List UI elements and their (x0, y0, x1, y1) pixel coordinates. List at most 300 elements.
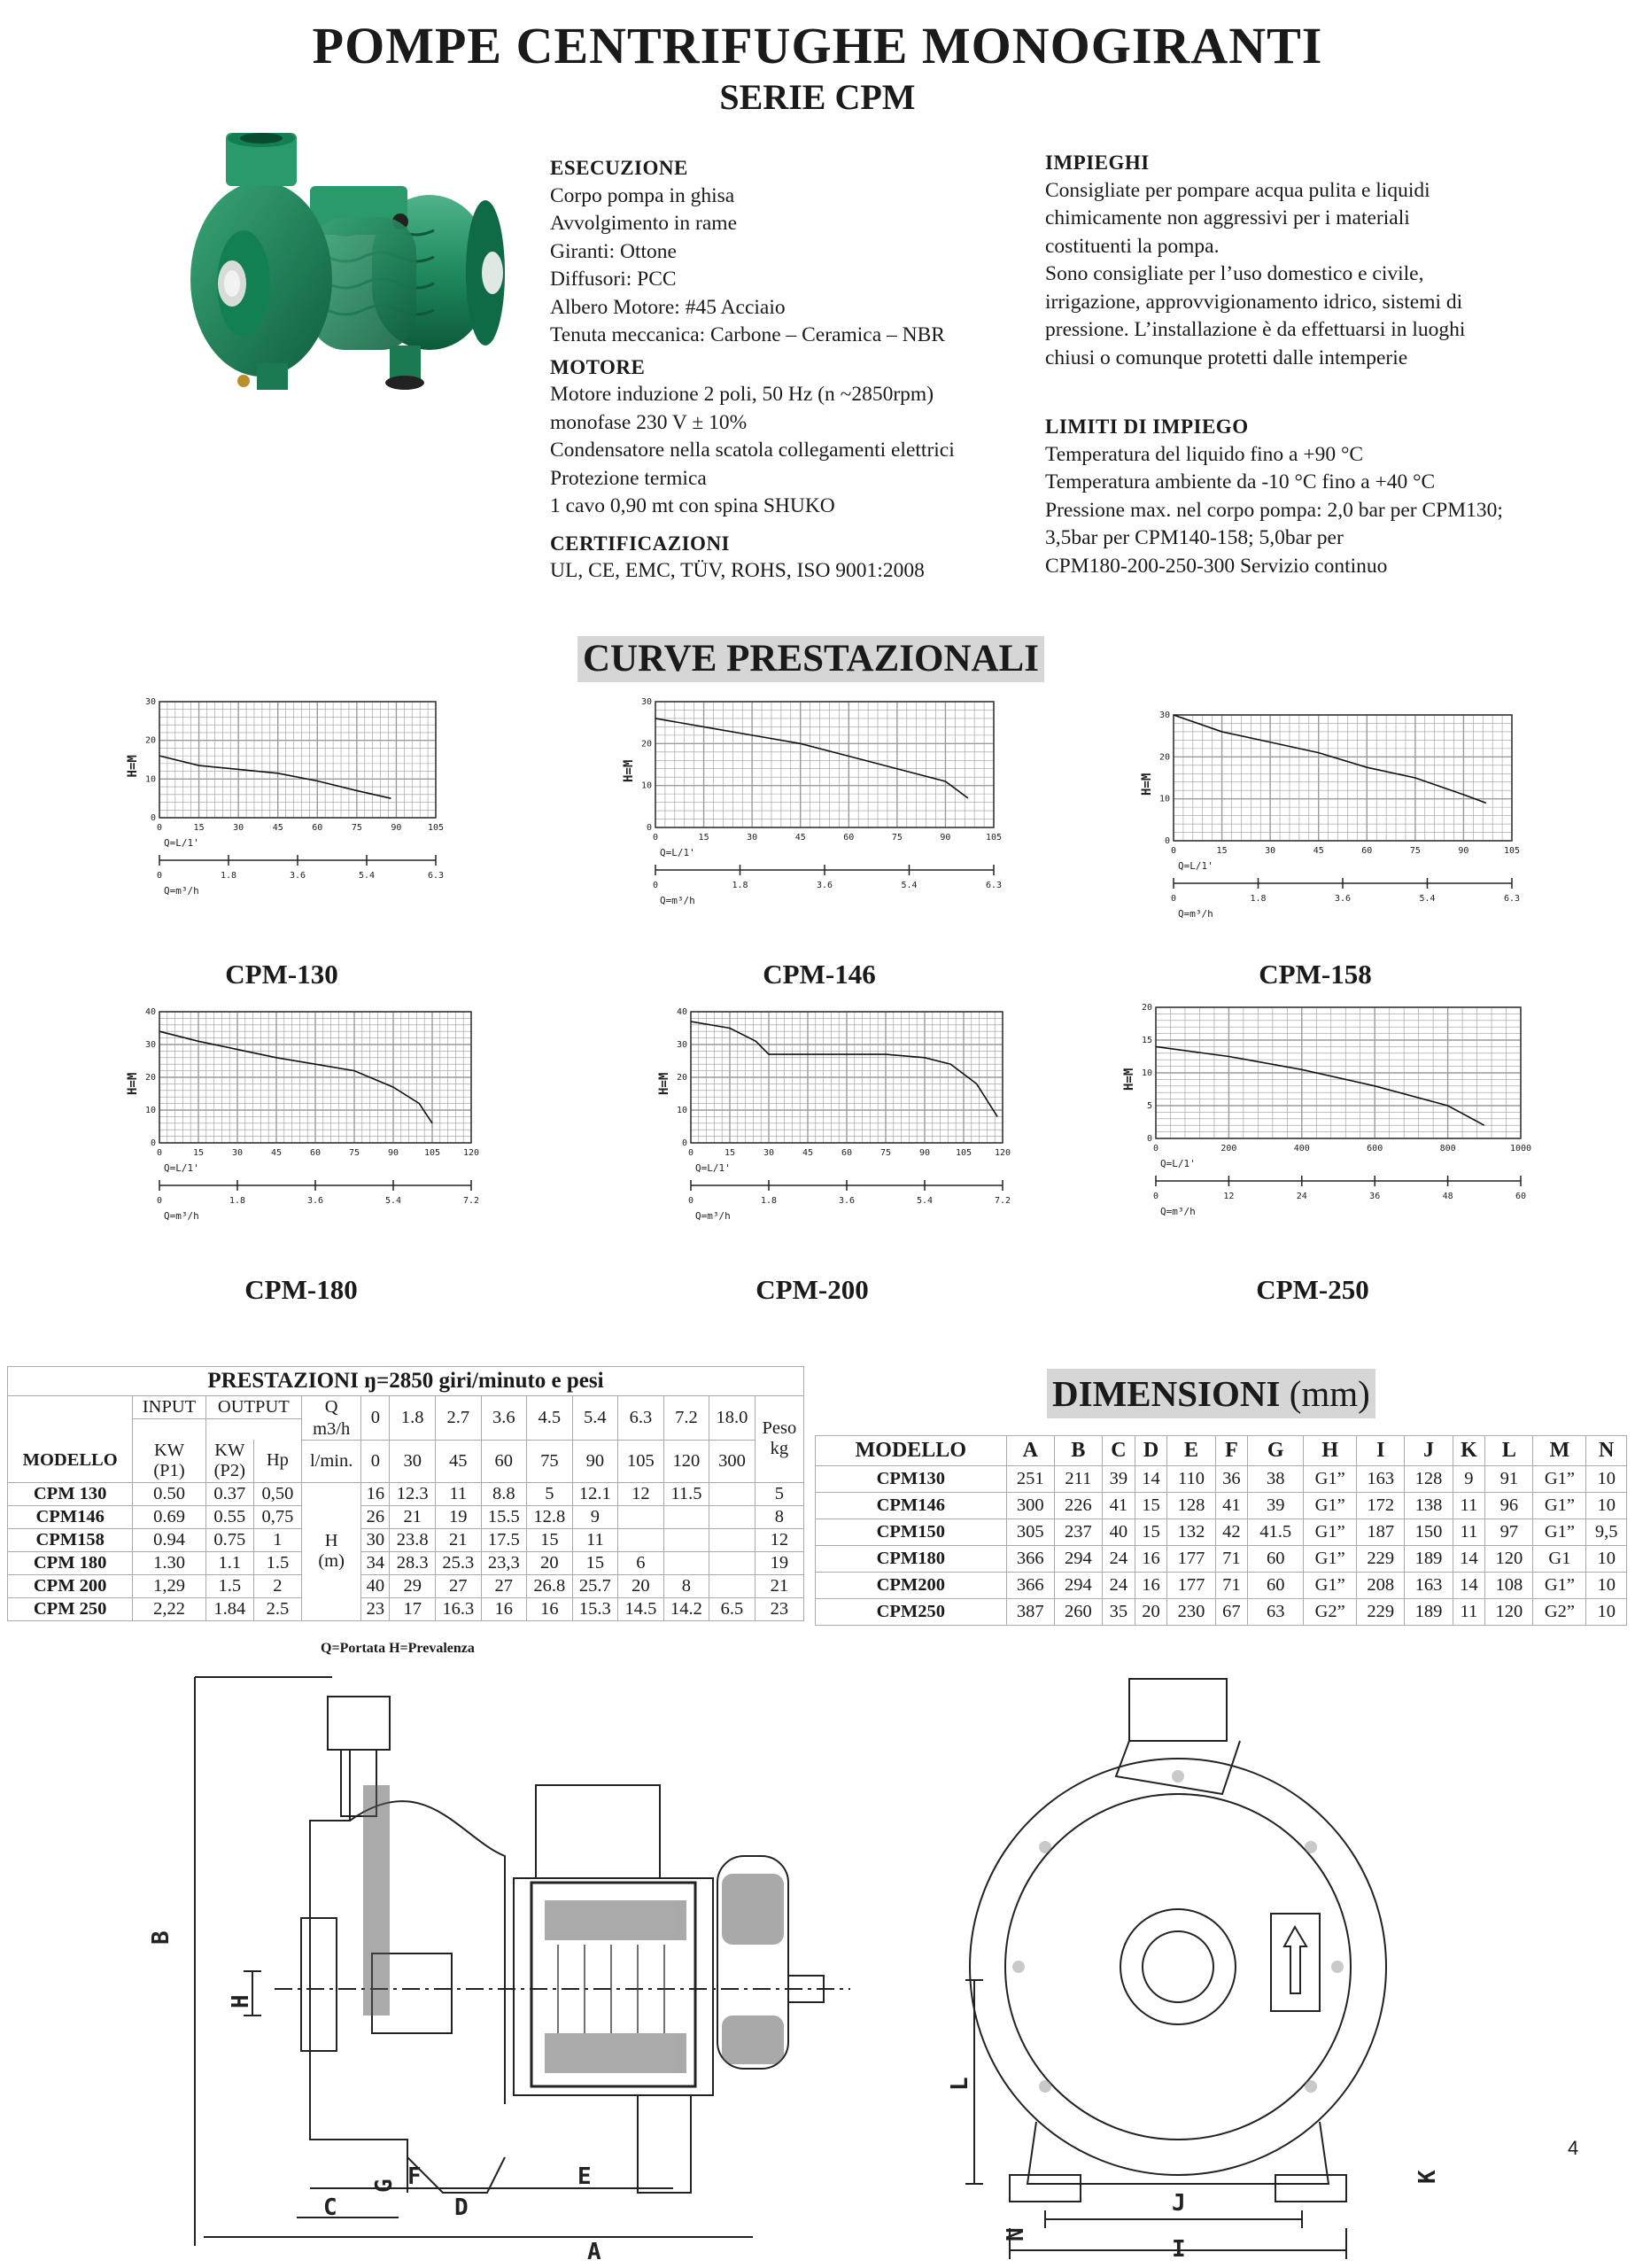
x2-tick-label: 3.6 (816, 881, 833, 890)
dimension-cell: 60 (1248, 1546, 1304, 1573)
page-subtitle: SERIE CPM (719, 77, 916, 117)
table-row (816, 1573, 1627, 1599)
dimension-cell: 42 (1215, 1519, 1248, 1546)
dimension-cell: 208 (1357, 1573, 1405, 1599)
head-cell: 14.5 (618, 1597, 664, 1620)
head-cell (663, 1505, 709, 1528)
limiti-line: CPM180-200-250-300 Servizio continuo (1045, 554, 1388, 578)
x-tick-label: 75 (351, 823, 362, 833)
dimensions-header-cell: F (1215, 1436, 1248, 1466)
dimension-cell: 128 (1167, 1493, 1215, 1519)
model-cell: CPM158 (8, 1528, 133, 1551)
x-tick-label: 30 (233, 823, 244, 833)
impieghi-heading: IMPIEGHI (1045, 151, 1150, 174)
head-cell: 21 (436, 1528, 482, 1551)
x-tick-label: 105 (985, 833, 1003, 843)
impieghi-line: irrigazione, approvvigionamento idrico, sistemi di (1045, 290, 1463, 314)
impieghi-line: Consigliate per pompare acqua pulita e liquidi (1045, 178, 1430, 202)
x-tick-label: 60 (309, 1148, 322, 1158)
chart-label-cpm-250: CPM-250 (1256, 1274, 1369, 1305)
certificazioni-line: UL, CE, EMC, TÜV, ROHS, ISO 9001:2008 (550, 559, 925, 582)
p1-cell: 1,29 (133, 1574, 205, 1597)
q-m3h: 6.3 (618, 1396, 664, 1441)
performance-table (7, 1366, 804, 1621)
x-tick-label: 105 (423, 1148, 441, 1158)
head-cell: 15 (572, 1551, 618, 1574)
dimension-cell: 71 (1215, 1573, 1248, 1599)
p2-cell: 1.1 (205, 1551, 253, 1574)
col-modello: MODELLO (8, 1440, 133, 1482)
esecuzione-heading: ESECUZIONE (550, 157, 688, 179)
dimension-cell: 41 (1215, 1493, 1248, 1519)
col-input: INPUT (133, 1396, 205, 1419)
limiti-heading: LIMITI DI IMPIEGO (1045, 416, 1249, 438)
x-tick-label: 120 (994, 1148, 1011, 1158)
dimension-cell: 229 (1357, 1599, 1405, 1626)
y-tick-label: 20 (144, 735, 156, 746)
head-cell: 6 (618, 1551, 664, 1574)
table-row (816, 1599, 1627, 1626)
dimension-cell: 67 (1215, 1599, 1248, 1626)
head-cell: 26.8 (527, 1574, 573, 1597)
table-row (8, 1597, 804, 1620)
x-tick-label: 105 (1503, 846, 1521, 856)
x-tick-label: 0 (156, 1148, 163, 1158)
certificazioni-heading: CERTIFICAZIONI (550, 532, 731, 555)
head-cell: 16 (361, 1482, 390, 1505)
chart-label-cpm-180: CPM-180 (244, 1274, 358, 1305)
model-cell: CPM146 (816, 1493, 1007, 1519)
dimension-cell: 16 (1135, 1573, 1167, 1599)
p1-cell: 1.30 (133, 1551, 205, 1574)
dimension-cell: 10 (1586, 1466, 1627, 1493)
x-axis-label: Q=L/1' (660, 847, 695, 858)
dimension-cell: G1” (1304, 1546, 1357, 1573)
head-cell (663, 1528, 709, 1551)
y-tick-label: 10 (1158, 794, 1170, 804)
y-tick-label: 0 (150, 813, 156, 823)
x2-tick-label: 0 (1152, 1192, 1159, 1201)
x-tick-label: 800 (1439, 1144, 1456, 1153)
dimension-cell: 120 (1485, 1546, 1533, 1573)
dimension-cell: G1” (1533, 1573, 1586, 1599)
x-tick-label: 600 (1367, 1144, 1383, 1153)
dimension-cell: 187 (1357, 1519, 1405, 1546)
y-tick-label: 30 (640, 697, 652, 707)
dim-label-c: C (323, 2194, 337, 2221)
dimension-cell: 163 (1405, 1573, 1453, 1599)
dimension-cell: 20 (1135, 1599, 1167, 1626)
model-cell: CPM130 (816, 1466, 1007, 1493)
dimension-cell: 189 (1405, 1599, 1453, 1626)
head-cell (618, 1528, 664, 1551)
dimension-cell: 15 (1135, 1519, 1167, 1546)
dimension-cell: 14 (1135, 1466, 1167, 1493)
hp-cell: 2 (253, 1574, 301, 1597)
x-tick-label: 15 (1216, 846, 1228, 856)
hp-cell: 1 (253, 1528, 301, 1551)
weight-cell: 21 (755, 1574, 803, 1597)
p2-cell: 1.5 (205, 1574, 253, 1597)
esecuzione-line: Giranti: Ottone (550, 239, 677, 263)
x-tick-label: 60 (843, 833, 855, 843)
head-cell (618, 1505, 664, 1528)
head-cell: 8 (663, 1574, 709, 1597)
dim-label-l: L (947, 2077, 973, 2091)
dimensions-header-cell: K (1453, 1436, 1485, 1466)
head-cell: 16.3 (436, 1597, 482, 1620)
esecuzione-line: Corpo pompa in ghisa (550, 183, 735, 207)
y-tick-label: 30 (144, 1040, 156, 1050)
col-q: Q (301, 1396, 360, 1419)
x2-tick-label: 1.8 (760, 1196, 778, 1206)
dim-label-h: H (228, 1994, 254, 2008)
chart-cpm-250 (1120, 997, 1546, 1254)
p2-cell: 0.55 (205, 1505, 253, 1528)
dimension-cell: G1” (1304, 1466, 1357, 1493)
p1-cell: 2,22 (133, 1597, 205, 1620)
dimension-cell: 300 (1006, 1493, 1054, 1519)
weight-cell: 12 (755, 1528, 803, 1551)
p1-cell: 0.50 (133, 1482, 205, 1505)
x-tick-label: 75 (891, 833, 903, 843)
head-cell: 16 (481, 1597, 527, 1620)
dimensions-header-cell: I (1357, 1436, 1405, 1466)
x2-tick-label: 12 (1223, 1192, 1235, 1201)
dimension-cell: 40 (1103, 1519, 1135, 1546)
head-cell: 8.8 (481, 1482, 527, 1505)
dimension-cell: G1 (1533, 1546, 1586, 1573)
col-hp: Hp (253, 1440, 301, 1482)
head-cell: 11.5 (663, 1482, 709, 1505)
head-cell: 12 (618, 1482, 664, 1505)
q-lmin: 120 (663, 1440, 709, 1482)
p2-cell: 0.75 (205, 1528, 253, 1551)
table-row (816, 1493, 1627, 1519)
head-cell (709, 1528, 756, 1551)
x-tick-label: 105 (427, 823, 445, 833)
dimension-cell: 294 (1054, 1573, 1102, 1599)
x2-tick-label: 5.4 (384, 1196, 402, 1206)
weight-cell: 19 (755, 1551, 803, 1574)
x-tick-label: 30 (1265, 846, 1276, 856)
model-cell: CPM250 (816, 1599, 1007, 1626)
plot-frame (1174, 715, 1512, 841)
head-cell: 12.8 (527, 1505, 573, 1528)
head-cell: 15 (527, 1528, 573, 1551)
performance-title: PRESTAZIONI ŋ=2850 giri/minuto e pesi (8, 1367, 804, 1396)
y-tick-label: 20 (640, 739, 652, 750)
x-tick-label: 0 (156, 823, 163, 833)
x-axis-label: Q=L/1' (695, 1162, 731, 1174)
y-tick-label: 20 (1141, 1003, 1152, 1013)
head-cell: 16 (527, 1597, 573, 1620)
impieghi-line: chimicamente non aggressivi per i materiali (1045, 206, 1410, 229)
x-tick-label: 75 (348, 1148, 360, 1158)
q-lmin: 0 (361, 1440, 390, 1482)
x2-tick-label: 5.4 (358, 871, 376, 881)
x-tick-label: 120 (462, 1148, 480, 1158)
dimension-cell: 132 (1167, 1519, 1215, 1546)
y-tick-label: 15 (1141, 1036, 1152, 1045)
chart-cpm-146 (620, 691, 1019, 939)
x-tick-label: 15 (193, 823, 205, 833)
dimensions-header-cell: D (1135, 1436, 1167, 1466)
x-tick-label: 15 (192, 1148, 205, 1158)
dimension-cell: 16 (1135, 1546, 1167, 1573)
x2-axis-label: Q=m³/h (164, 885, 199, 897)
dimension-cell: 138 (1405, 1493, 1453, 1519)
dimension-cell: 110 (1167, 1466, 1215, 1493)
dimension-cell: 11 (1453, 1519, 1485, 1546)
x-tick-label: 45 (1313, 846, 1324, 856)
col-peso: Peso kg (755, 1396, 803, 1483)
chart-cpm-130 (124, 691, 461, 921)
x2-tick-label: 3.6 (1334, 894, 1352, 904)
dimension-cell: 10 (1586, 1599, 1627, 1626)
x-tick-label: 1000 (1509, 1144, 1532, 1153)
x2-axis-label: Q=m³/h (1160, 1206, 1196, 1217)
dimension-cell: 260 (1054, 1599, 1102, 1626)
dimension-cell: 14 (1453, 1573, 1485, 1599)
dimension-cell: 60 (1248, 1573, 1304, 1599)
x2-tick-label: 1.8 (220, 871, 237, 881)
model-cell: CPM150 (816, 1519, 1007, 1546)
x2-axis-label: Q=m³/h (164, 1210, 199, 1222)
head-cell: 29 (390, 1574, 436, 1597)
table-row (816, 1466, 1627, 1493)
q-lmin: 90 (572, 1440, 618, 1482)
chart-label-cpm-146: CPM-146 (763, 959, 876, 990)
x2-tick-label: 0 (652, 881, 659, 890)
x2-tick-label: 6.3 (1503, 894, 1521, 904)
dimension-cell: 211 (1054, 1466, 1102, 1493)
head-cell: 11 (436, 1482, 482, 1505)
dimension-cell: 35 (1103, 1599, 1135, 1626)
model-cell: CPM 250 (8, 1597, 133, 1620)
dimension-cell: 11 (1453, 1599, 1485, 1626)
head-cell (663, 1551, 709, 1574)
hp-cell: 2.5 (253, 1597, 301, 1620)
y-axis-label: H=M (622, 759, 636, 782)
dimension-cell: 128 (1405, 1466, 1453, 1493)
dim-label-k: K (1414, 2170, 1441, 2184)
x2-tick-label: 3.6 (289, 871, 306, 881)
x2-tick-label: 1.8 (732, 881, 748, 890)
x-tick-label: 75 (879, 1148, 892, 1158)
dim-label-b: B (148, 1930, 174, 1945)
y-tick-label: 40 (676, 1007, 687, 1017)
weight-cell: 23 (755, 1597, 803, 1620)
head-cell (709, 1551, 756, 1574)
hp-cell: 0,75 (253, 1505, 301, 1528)
head-cell: 19 (436, 1505, 482, 1528)
x2-axis-label: Q=m³/h (1178, 908, 1213, 920)
q-m3h: 1.8 (390, 1396, 436, 1441)
dimension-cell: 366 (1006, 1573, 1054, 1599)
head-cell: 40 (361, 1574, 390, 1597)
model-cell: CPM200 (816, 1573, 1007, 1599)
dimension-cell: 41.5 (1248, 1519, 1304, 1546)
x-tick-label: 60 (841, 1148, 853, 1158)
head-cell: 14.2 (663, 1597, 709, 1620)
head-cell: 23.8 (390, 1528, 436, 1551)
x-tick-label: 60 (312, 823, 323, 833)
impieghi-line: chiusi o comunque protetti dalle intemperie (1045, 346, 1408, 369)
q-unit-m3h: m3/h (301, 1419, 360, 1441)
performance-curve (1174, 715, 1486, 803)
model-cell: CPM 180 (8, 1551, 133, 1574)
head-cell: 28.3 (390, 1551, 436, 1574)
y-tick-label: 0 (646, 823, 652, 833)
table-row (8, 1482, 804, 1505)
dimensions-header-cell: N (1586, 1436, 1627, 1466)
x-tick-label: 0 (1170, 846, 1177, 856)
limiti-line: Temperatura del liquido fino a +90 °C (1045, 442, 1364, 466)
motore-line: Protezione termica (550, 466, 707, 490)
dimension-cell: G1” (1533, 1493, 1586, 1519)
y-tick-label: 10 (640, 781, 652, 791)
y-axis-label: H=M (1122, 1068, 1136, 1091)
dimension-cell: 108 (1485, 1573, 1533, 1599)
x2-axis-label: Q=m³/h (695, 1210, 731, 1222)
q-lmin: 45 (436, 1440, 482, 1482)
p2-cell: 0.37 (205, 1482, 253, 1505)
x-axis-label: Q=L/1' (1160, 1158, 1196, 1169)
dimension-cell: G1” (1304, 1519, 1357, 1546)
dimensions-header-cell: MODELLO (816, 1436, 1007, 1466)
x-tick-label: 90 (391, 823, 402, 833)
x2-tick-label: 1.8 (1250, 894, 1267, 904)
head-cell: 23,3 (481, 1551, 527, 1574)
head-cell: 9 (572, 1505, 618, 1528)
x-tick-label: 75 (1409, 846, 1421, 856)
model-cell: CPM146 (8, 1505, 133, 1528)
x2-tick-label: 36 (1369, 1192, 1381, 1201)
dimensions-header-cell: J (1405, 1436, 1453, 1466)
x-tick-label: 60 (1361, 846, 1373, 856)
x-tick-label: 90 (940, 833, 951, 843)
dimensions-header-cell: L (1485, 1436, 1533, 1466)
dimensions-header-cell: G (1248, 1436, 1304, 1466)
dimension-cell: G1” (1304, 1573, 1357, 1599)
x2-tick-label: 6.3 (427, 871, 445, 881)
x2-tick-label: 5.4 (916, 1196, 934, 1206)
x-tick-label: 0 (687, 1148, 694, 1158)
chart-label-cpm-130: CPM-130 (225, 959, 338, 990)
dimension-cell: 229 (1357, 1546, 1405, 1573)
x-axis-label: Q=L/1' (164, 837, 199, 849)
x-tick-label: 200 (1220, 1144, 1237, 1153)
esecuzione-line: Albero Motore: #45 Acciaio (550, 295, 786, 319)
x2-tick-label: 1.8 (229, 1196, 246, 1206)
y-tick-label: 20 (1158, 752, 1170, 763)
y-tick-label: 10 (676, 1106, 687, 1115)
head-cell: 20 (527, 1551, 573, 1574)
head-cell: 12.1 (572, 1482, 618, 1505)
x-tick-label: 90 (1458, 846, 1469, 856)
dimensions-header-cell: H (1304, 1436, 1357, 1466)
dimension-cell: 189 (1405, 1546, 1453, 1573)
q-m3h: 5.4 (572, 1396, 618, 1441)
q-m3h: 2.7 (436, 1396, 482, 1441)
x2-tick-label: 48 (1442, 1192, 1453, 1201)
x-tick-label: 0 (1152, 1144, 1159, 1153)
dimension-cell: 10 (1586, 1573, 1627, 1599)
head-cell (709, 1482, 756, 1505)
head-cell: 12.3 (390, 1482, 436, 1505)
col-p2: KW (P2) (205, 1440, 253, 1482)
x-tick-label: 90 (918, 1148, 931, 1158)
dimension-cell: G1” (1533, 1466, 1586, 1493)
q-m3h: 18.0 (709, 1396, 756, 1441)
x2-tick-label: 0 (156, 871, 163, 881)
x-tick-label: 400 (1293, 1144, 1310, 1153)
head-cell: 26 (361, 1505, 390, 1528)
head-cell: 20 (618, 1574, 664, 1597)
y-tick-label: 10 (144, 774, 156, 785)
x2-tick-label: 7.2 (462, 1196, 480, 1206)
table-row (8, 1528, 804, 1551)
x-tick-label: 30 (231, 1148, 244, 1158)
y-tick-label: 0 (150, 1138, 156, 1148)
table-row (816, 1519, 1627, 1546)
y-tick-label: 10 (1141, 1068, 1152, 1078)
dim-label-a: A (587, 2239, 601, 2264)
impieghi-line: Sono consigliate per l’uso domestico e civile, (1045, 262, 1424, 285)
head-cell: 5 (527, 1482, 573, 1505)
impieghi-line: costituenti la pompa. (1045, 234, 1220, 258)
dimensions-header-cell: B (1054, 1436, 1102, 1466)
x-tick-label: 45 (270, 1148, 283, 1158)
head-cell: 11 (572, 1528, 618, 1551)
dim-label-g: G (371, 2179, 398, 2193)
performance-curve (655, 718, 968, 798)
dimension-cell: 172 (1357, 1493, 1405, 1519)
limiti-line: Temperatura ambiente da -10 °C fino a +40 °C (1045, 470, 1436, 493)
dimensions-header-cell: A (1006, 1436, 1054, 1466)
y-axis-label: H=M (1140, 773, 1154, 796)
dimension-cell: 120 (1485, 1599, 1533, 1626)
x-tick-label: 30 (763, 1148, 775, 1158)
head-cell: 23 (361, 1597, 390, 1620)
model-cell: CPM 130 (8, 1482, 133, 1505)
dimension-cell: G1” (1304, 1493, 1357, 1519)
esecuzione-line: Tenuta meccanica: Carbone – Ceramica – NBR (550, 323, 945, 346)
x2-axis-label: Q=m³/h (660, 895, 695, 906)
x-tick-label: 45 (272, 823, 283, 833)
page-number: 4 (1568, 2137, 1579, 2159)
dimension-cell: 163 (1357, 1466, 1405, 1493)
dimension-cell: 71 (1215, 1546, 1248, 1573)
head-cell: 27 (436, 1574, 482, 1597)
col-p1: KW (P1) (133, 1440, 205, 1482)
x2-tick-label: 60 (1515, 1192, 1527, 1201)
y-tick-label: 30 (1158, 711, 1170, 720)
plot-frame (655, 702, 994, 827)
x-tick-label: 45 (802, 1148, 814, 1158)
y-tick-label: 40 (144, 1007, 156, 1017)
table-row (8, 1505, 804, 1528)
x-tick-label: 0 (652, 833, 659, 843)
head-cell: 6.5 (709, 1597, 756, 1620)
y-axis-label: H=M (657, 1072, 671, 1095)
x2-tick-label: 3.6 (838, 1196, 856, 1206)
hp-cell: 0,50 (253, 1482, 301, 1505)
dimension-cell: 39 (1103, 1466, 1135, 1493)
dimension-cell: 10 (1586, 1493, 1627, 1519)
head-cell: 17 (390, 1597, 436, 1620)
